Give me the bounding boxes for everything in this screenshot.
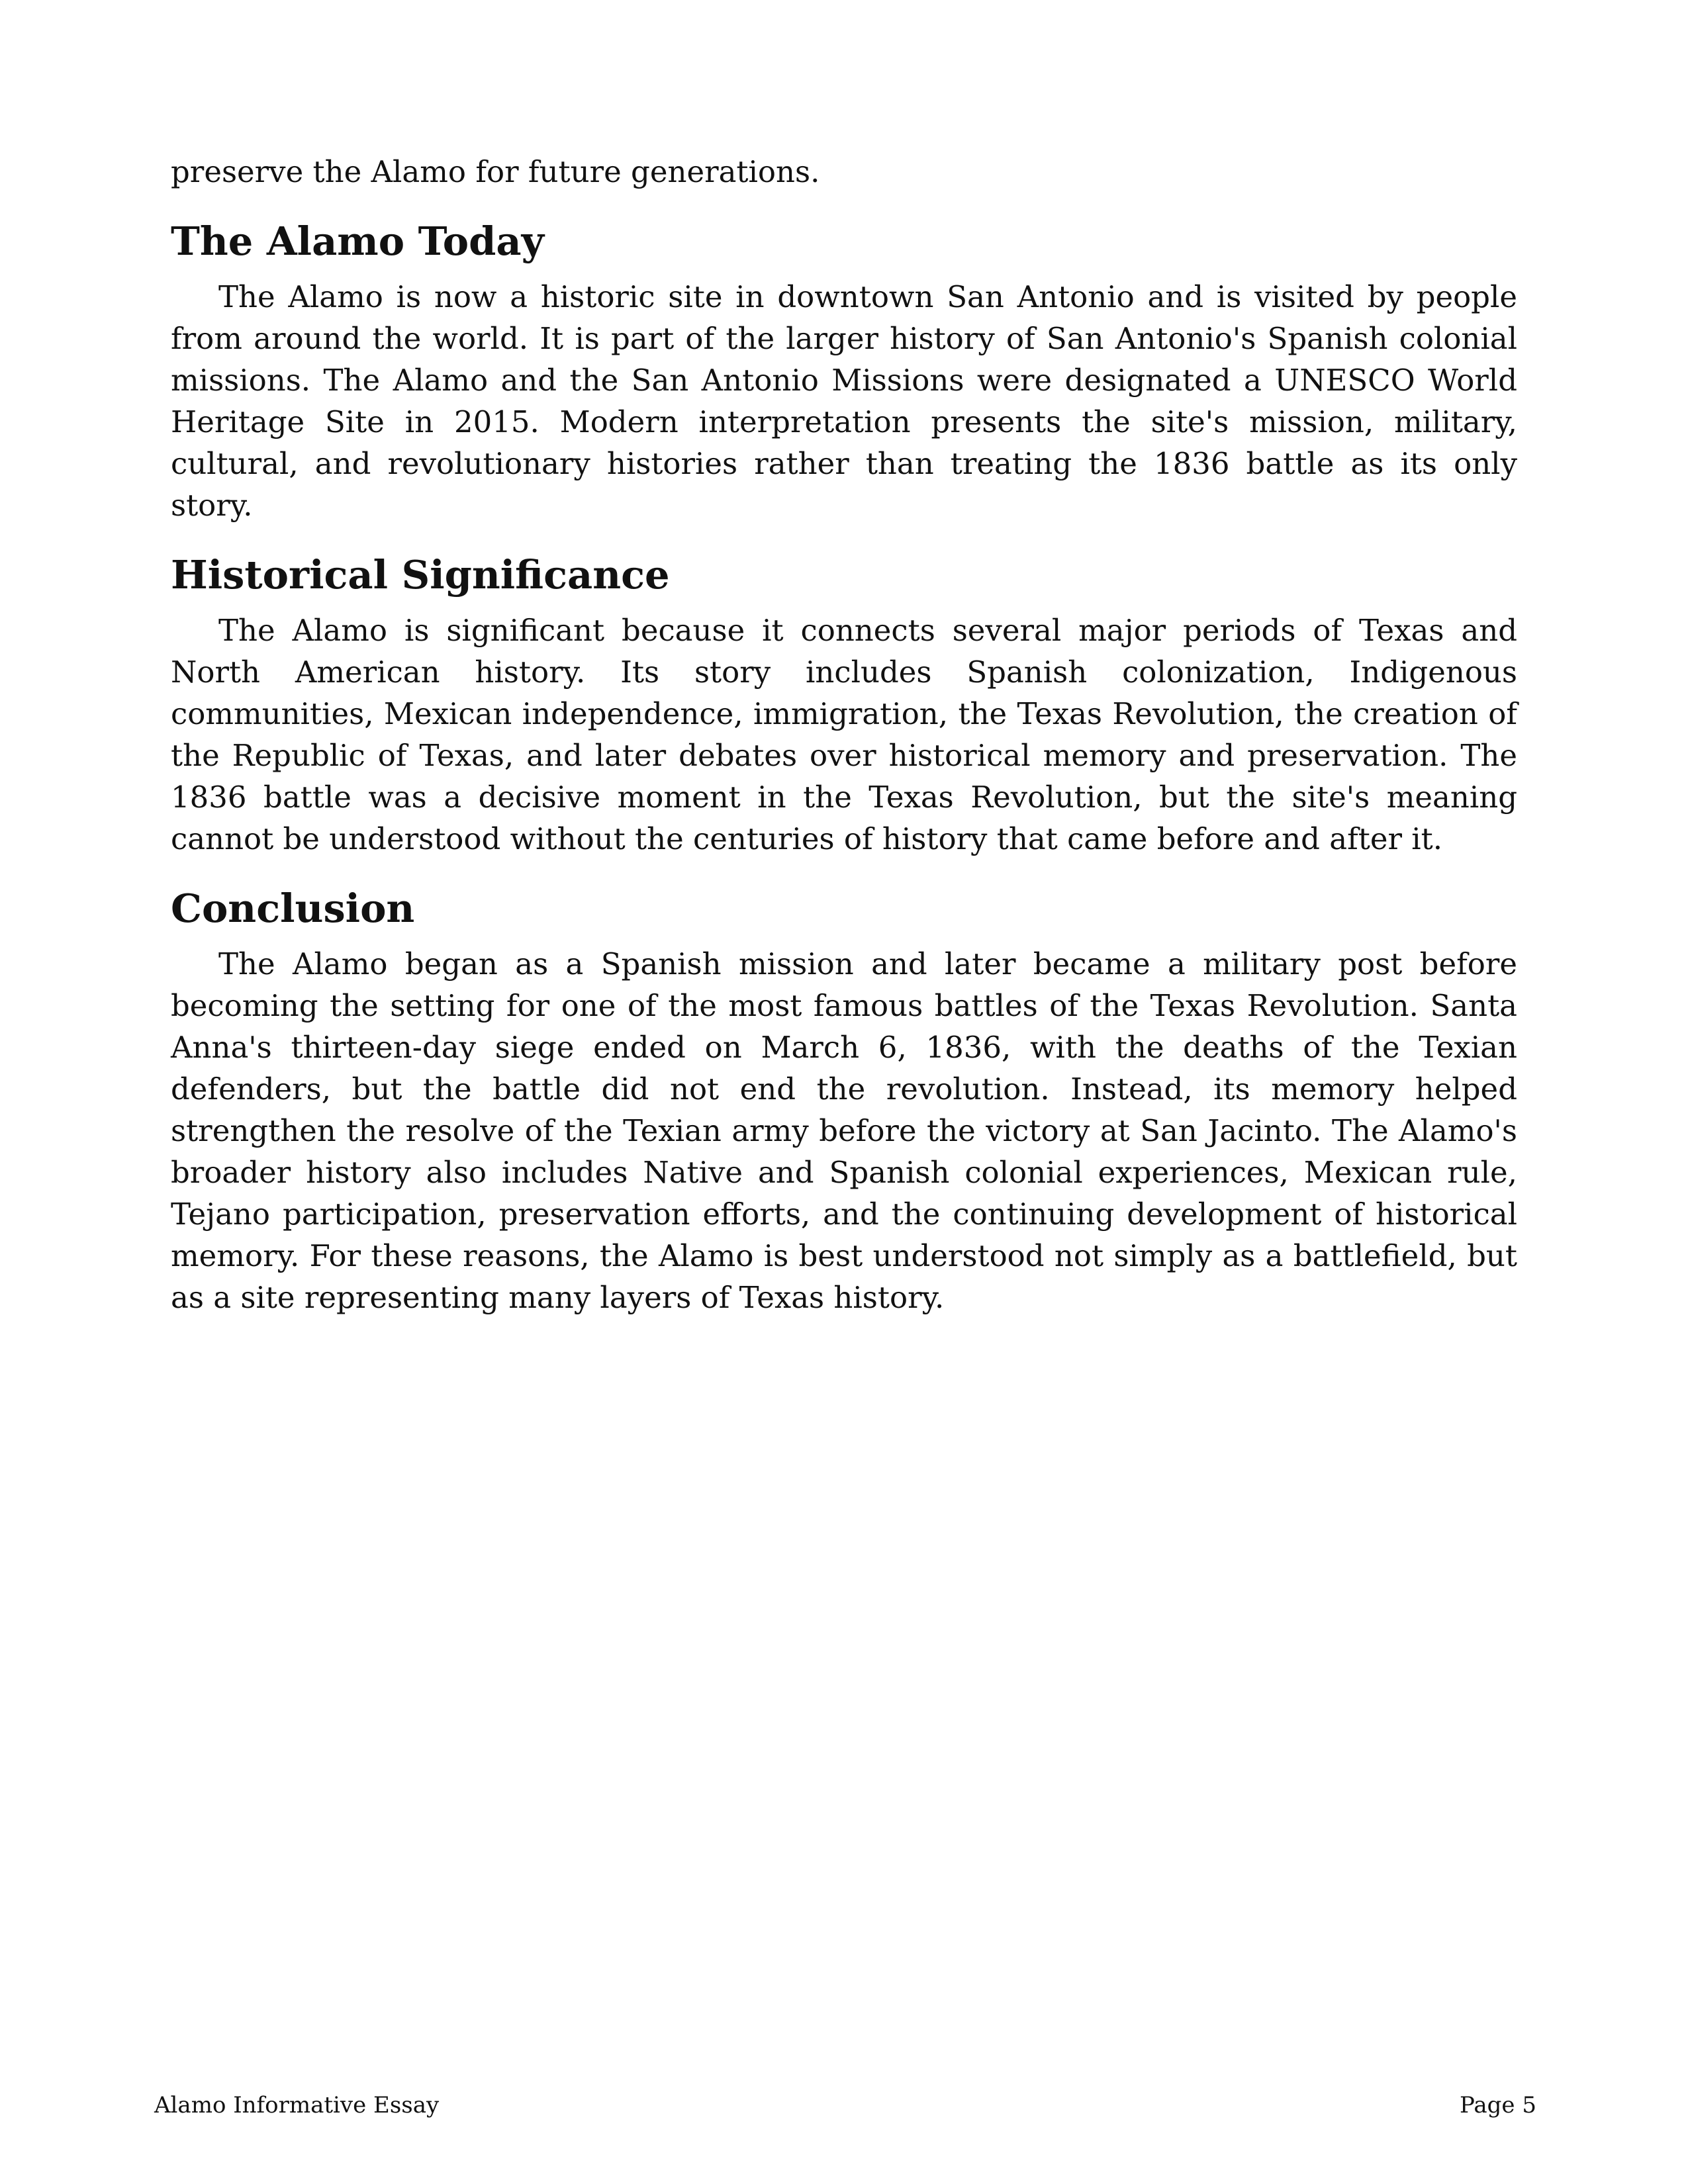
section-heading-alamo-today: The Alamo Today xyxy=(171,218,544,264)
footer-document-title: Alamo Informative Essay xyxy=(154,2092,440,2118)
section-heading-historical-significance: Historical Significance xyxy=(171,552,670,598)
section-body-historical-significance: The Alamo is significant because it connects several major periods of Texas and North American history. Its story includes Spanish colonization, Indigenous communities, Mexican independence, immigration, the Texas Revolution, the creation of the Republic of Texas, and later debates over historical memory and preservation. The 1836 battle was a decisive moment in the Texas Revolution, but the site's meaning cannot be understood without the centuries of history that came before and after it. xyxy=(171,613,1517,856)
section-body-alamo-today: The Alamo is now a historic site in downtown San Antonio and is visited by people from around the world. It is part of the larger history of San Antonio's Spanish colonial missions. The Alamo and the San Antonio Missions were designated a UNESCO World Heritage Site in 2015. Modern interpretation presents the site's mission, military, cultural, and revolutionary histories rather than treating the 1836 battle as its only story. xyxy=(171,279,1517,523)
page-footer xyxy=(154,2091,1536,2119)
section-body-conclusion: The Alamo began as a Spanish mission and later became a military post before becoming the setting for one of the most famous battles of the Texas Revolution. Santa Anna's thirteen-day siege ended on March 6, 1836, with the deaths of the Texian defenders, but the battle did not end the revolution. Instead, its memory helped strengthen the resolve of the Texian army before the victory at San Jacinto. The Alamo's broader history also includes Native and Spanish colonial experiences, Mexican rule, Tejano participation, preservation efforts, and the continuing development of historical memory. For these reasons, the Alamo is best understood not simply as a battlefield, but as a site representing many layers of Texas history. xyxy=(171,946,1517,1315)
footer-page-number: Page 5 xyxy=(1460,2092,1536,2118)
continued-paragraph: preserve the Alamo for future generations. xyxy=(171,154,820,189)
section-heading-conclusion: Conclusion xyxy=(171,886,415,931)
page-content xyxy=(171,151,1517,1318)
